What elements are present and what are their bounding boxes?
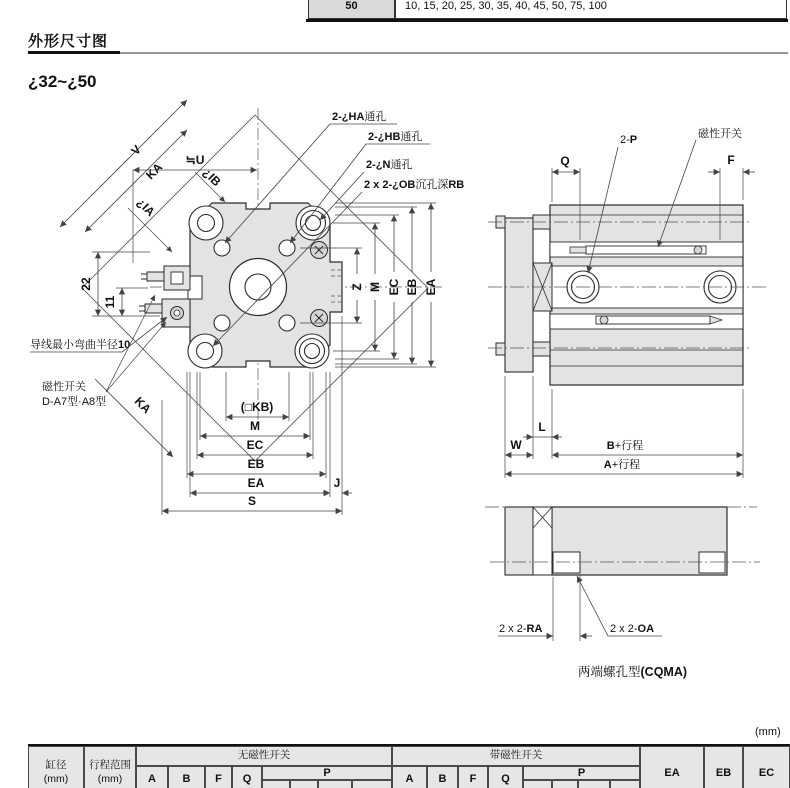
dim-label-eb-vert: EB: [405, 278, 419, 296]
front-switch-label-line1: 磁性开关: [42, 381, 86, 393]
p-subcolumn-cell: [290, 780, 318, 788]
col-header-stroke-range: [84, 746, 136, 788]
table-unit-label: (mm): [755, 726, 781, 738]
dim-label-kb: (□KB): [240, 400, 274, 414]
top-table-stroke-cell: 10, 15, 20, 25, 30, 35, 40, 45, 50, 75, 100: [395, 0, 787, 19]
dim-label-ia: ¿IA: [134, 195, 158, 219]
col-header-f1: F: [205, 766, 232, 788]
thread-slot-right: [699, 552, 725, 573]
col-header-b1: B: [168, 766, 205, 788]
cqma-caption: 两端螺孔型(CQMA): [578, 665, 688, 679]
col-header-ec: EC: [743, 746, 790, 788]
dim-label-m-bottom: M: [250, 419, 260, 433]
p-subcolumn-cell: [578, 780, 610, 788]
wire-bend-radius-label: 导线最小弯曲半径10: [30, 339, 131, 351]
leader-label-hb: 2-¿HB通孔: [368, 131, 423, 143]
col-header-p1: P: [262, 766, 392, 780]
col-header-eb: EB: [704, 746, 743, 788]
col-header-ea: EA: [640, 746, 704, 788]
dim-label-q: Q: [560, 154, 570, 168]
dim-label-v: V: [128, 142, 144, 158]
dim-label-j: J: [333, 476, 341, 490]
dim-label-l: L: [538, 420, 546, 434]
dim-label-ea-vert: EA: [424, 278, 438, 296]
thread-slot-left: [553, 552, 580, 573]
dim-label-m-vert: M: [368, 282, 382, 292]
oa-label: 2 x 2-OA: [610, 623, 655, 635]
p-subcolumn-cell: [352, 780, 392, 788]
side-switch-label: 磁性开关: [698, 128, 742, 140]
col-header-p2: P: [523, 766, 640, 780]
col-header-q2: Q: [488, 766, 523, 788]
p-subcolumn-cell: [318, 780, 352, 788]
side-view-drawing: [488, 126, 768, 478]
dim-label-ka-top: KA: [143, 160, 166, 183]
switch-brackets: [139, 266, 190, 327]
p-subcolumn-cell: [262, 780, 290, 788]
dim-label-f: F: [727, 153, 735, 167]
dim-label-eb-bottom: EB: [247, 457, 265, 471]
dim-label-ib: ¿IB: [200, 165, 224, 189]
front-view-drawing: [30, 100, 464, 515]
bore-range-subtitle: ¿32~¿50: [28, 72, 97, 91]
dim-label-s: S: [247, 494, 257, 508]
end-plate-assembly: [496, 215, 552, 372]
dim-label-a-stroke: A+行程: [603, 459, 641, 471]
col-header-a1: A: [136, 766, 168, 788]
dim-label-z: Z: [350, 283, 364, 291]
dim-label-u: ≒U: [185, 153, 205, 167]
leader-label-ha: 2-¿HA通孔: [332, 111, 387, 123]
group-header-no-switch: 无磁性开关: [136, 746, 392, 766]
p-subcolumn-cell: [523, 780, 552, 788]
p-subcolumn-cell: [552, 780, 578, 788]
leader-label-n: 2-¿N通孔: [366, 159, 413, 171]
front-switch-label-line2: D-A7型·A8型: [42, 396, 107, 408]
col-header-a2: A: [392, 766, 427, 788]
ra-label: 2 x 2-RA: [499, 623, 543, 635]
top-table-bore-cell: 50: [308, 0, 395, 19]
dim-label-ka-bottom: KA: [131, 394, 154, 417]
col-header-b2: B: [427, 766, 458, 788]
col-header-q1: Q: [232, 766, 262, 788]
cqma-bottom-view-drawing: [485, 507, 760, 679]
bore-header-unit: (mm): [43, 773, 69, 785]
port-leader-label: 2-P: [620, 134, 638, 146]
dim-label-ea-bottom: EA: [247, 476, 265, 490]
dim-label-w: W: [510, 438, 522, 452]
col-header-f2: F: [458, 766, 488, 788]
section-title: 外形尺寸图: [28, 33, 109, 50]
leader-label-ob: 2 x 2-¿OB沉孔深RB: [364, 179, 465, 191]
dim-label-11: 11: [103, 295, 117, 309]
bore-header-text: 缸径: [45, 759, 67, 772]
p-subcolumn-cell: [610, 780, 640, 788]
dim-label-ec-vert: EC: [387, 278, 401, 296]
dim-label-b-stroke: B+行程: [606, 440, 644, 452]
col-header-bore: [28, 746, 84, 788]
stroke-header-unit: (mm): [97, 773, 123, 785]
group-header-with-switch: 带磁性开关: [392, 746, 640, 766]
stroke-header-text: 行程范围: [89, 759, 131, 772]
dim-label-22: 22: [79, 277, 93, 291]
dim-label-ec-bottom: EC: [246, 438, 264, 452]
